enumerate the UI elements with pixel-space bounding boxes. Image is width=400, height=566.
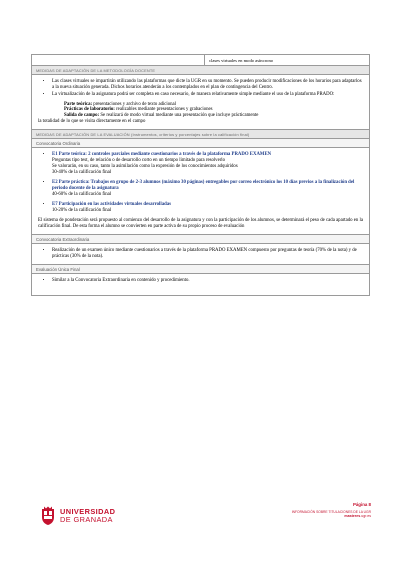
university-logo	[40, 506, 115, 526]
sub-item-campo: Salida de campo: Se realizará de modo virtual mediante una presentación que incluye prácticamente	[64, 113, 259, 119]
metodologia-header: MEDIDAS DE ADAPTACIÓN DE LA METODOLOGÍA DOCENTE	[32, 66, 369, 75]
top-row	[32, 55, 369, 66]
ordinaria-content	[32, 148, 369, 235]
extraordinaria-bullet: • Realización de un examen único mediante cuestionarios a través de la plataforma PRADO EXAMEN compuesto por preguntas de teoría (70% de la nota) y de prácticas (30% de la nota).	[52, 248, 363, 260]
top-left-cell	[32, 55, 205, 65]
extraordinaria-content	[32, 244, 369, 266]
top-right-cell: clases virtuales en modo asíncrono	[209, 58, 274, 63]
unica-title: Evaluación Única Final	[32, 265, 369, 274]
evaluation-item-e2	[52, 180, 363, 198]
site-link[interactable]: masteres.ugr.es	[344, 514, 371, 519]
sub-item-teorica: Parte teórica: presentaciones y archivo de texto adicional	[64, 101, 177, 107]
footer-info	[292, 502, 371, 518]
page-number: Página 8	[352, 502, 371, 507]
info-line: INFORMACIÓN SOBRE TITULACIONES DE LA UGR	[291, 510, 371, 514]
unica-content	[32, 274, 369, 295]
evaluation-item-e7	[52, 202, 363, 214]
item-line: Preguntas tipo test, de relación o de desarrollo corto en un tiempo limitado para resolverlo	[52, 157, 226, 163]
evaluacion-header: MEDIDAS DE ADAPTACIÓN DE LA EVALUACIÓN (Instrumentos, criterios y porcentajes sobre la calificación final)	[32, 130, 369, 139]
item-title: E1 Parte teórica: 2 controles parciales mediante cuestionarios a través de la plataforma PRADO EXAMEN	[52, 151, 272, 157]
item-title: E7 Participación en las actividades virtuales desarrolladas	[52, 201, 172, 207]
adaptation-table	[31, 54, 370, 296]
metodologia-bullet-2: • La virtualización de la asignatura podrá ser completa en caso necesario, de manera relativamente simple mediante el uso de la plataforma PRADO:	[52, 92, 363, 98]
item-title: E2 Parte práctica: Trabajos en grupo de 2-3 alumnos (máximo 30 páginas) entregables por correo electrónico los 10 días previos a la finalización del periodo docente de la asignatura	[52, 179, 355, 191]
ordinaria-title: Convocatoria Ordinaria	[32, 139, 369, 148]
metodologia-bullet-1: • Las clases virtuales se impartirán utilizando las plataformas que dicte la UGR en su momento. Se pueden producir modificaciones de los horarios para adaptarlos a la nueva situación generada. Dichos horarios atenderán a los contemplados en el plan de contingencia del Centro.	[52, 79, 363, 91]
sub-item-laboratorio: Prácticas de laboratorio: realizables mediante presentaciones y grabaciones	[64, 107, 213, 113]
item-line: 40-60% de la calificación final	[52, 191, 112, 197]
unica-bullet: • Similar a la Convocatoria Extraordinaria en contenido y procedimiento.	[52, 278, 363, 284]
university-name: UNIVERSIDAD DE GRANADA	[60, 506, 116, 524]
metodologia-continuation: la totalidad de lo que se visita directamente en el campo	[38, 118, 146, 124]
metodologia-content	[32, 75, 369, 130]
item-line: 10-20% de la calificación final	[52, 207, 112, 213]
item-line: 30-40% de la calificación final	[52, 169, 112, 175]
ponderacion-paragraph: El sistema de ponderación será propuesto al comienzo del desarrollo de la asignatura y con la participación de los alumnos, se determinará el peso de cada apartado en la calificación final. De esta forma el alumno se convierten en parte activa de su propio proceso de evaluación	[38, 217, 363, 229]
extraordinaria-title: Convocatoria Extraordinaria	[32, 235, 369, 244]
item-line: Se valorarán, en su caso, tanto la asimilación como la expresión de los conocimientos adquiridos	[52, 163, 238, 169]
metodologia-sub-items	[38, 102, 363, 119]
evaluation-item-e1	[52, 152, 363, 176]
university-crest-icon	[40, 506, 56, 526]
